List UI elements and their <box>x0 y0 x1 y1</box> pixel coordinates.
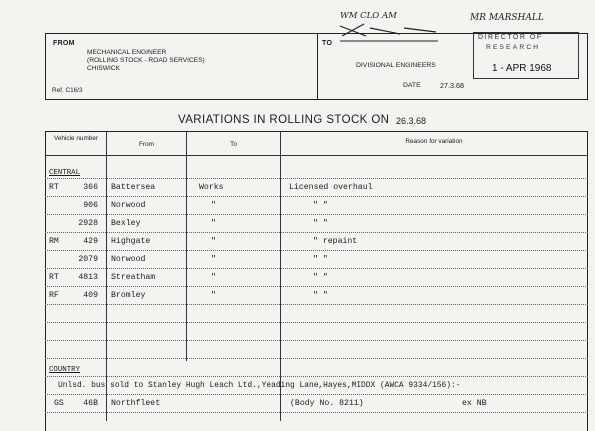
from-label: FROM <box>53 40 75 47</box>
row-to: Works <box>199 183 224 192</box>
handwritten-initials: WM CLO AM <box>340 11 397 21</box>
column-header-vehicle: Vehicle number <box>53 135 99 142</box>
row-reason: " " <box>313 273 328 282</box>
vehicle-number: 4813 <box>78 273 98 282</box>
document-title: VARIATIONS IN ROLLING STOCK ON <box>178 114 390 126</box>
row-rule <box>45 304 588 305</box>
row-rule <box>45 286 588 287</box>
row-from: Norwood <box>111 201 146 210</box>
header-rule <box>45 155 588 156</box>
row-reason: " " <box>313 219 328 228</box>
from-line-1: MECHANICAL ENGINEER <box>87 49 167 56</box>
column-divider <box>280 131 281 421</box>
document-title-date: 26.3.68 <box>396 116 427 126</box>
column-header-to: To <box>230 141 237 148</box>
row-rule <box>45 322 588 323</box>
row-rule <box>45 268 588 269</box>
vehicle-number: 906 <box>83 201 98 210</box>
from-line-3: CHISWICK <box>87 65 120 72</box>
row-from: Streatham <box>111 273 156 282</box>
row-rule <box>45 358 588 359</box>
vehicle-prefix: RM <box>49 237 59 246</box>
row-extra: ex NB <box>462 399 487 408</box>
row-to: " <box>211 273 216 282</box>
column-divider <box>186 131 187 361</box>
from-line-2: (ROLLING STOCK - ROAD SERVICES) <box>87 57 205 64</box>
vehicle-prefix: RT <box>49 183 59 192</box>
from-address <box>87 49 205 73</box>
row-rule <box>45 214 588 215</box>
row-reason: Licensed overhaul <box>289 183 373 192</box>
row-rule <box>45 340 588 341</box>
row-from: Bexley <box>111 219 141 228</box>
row-reason: " " <box>313 291 328 300</box>
column-header-reason: Reason for variation <box>405 138 463 145</box>
row-rule <box>45 250 588 251</box>
row-reason: (Body No. 8211) <box>290 399 364 408</box>
row-from: Norwood <box>111 255 146 264</box>
vehicle-prefix: GS <box>54 399 64 408</box>
row-reason: " repaint <box>313 237 358 246</box>
row-from: Battersea <box>111 183 156 192</box>
row-to: " <box>211 255 216 264</box>
row-reason: " " <box>313 255 328 264</box>
row-rule <box>45 232 588 233</box>
column-divider <box>106 131 107 421</box>
to-label: TO <box>322 40 333 47</box>
row-reason: " " <box>313 201 328 210</box>
row-from: Northfleet <box>111 399 161 408</box>
row-rule <box>45 376 588 377</box>
vehicle-number: 2928 <box>78 219 98 228</box>
to-recipient: DIVISIONAL ENGINEERS <box>356 62 436 69</box>
row-from: Bromley <box>111 291 146 300</box>
row-to: " <box>211 291 216 300</box>
vehicle-number: 2079 <box>78 255 98 264</box>
row-rule <box>45 412 588 413</box>
header-divider <box>317 33 318 100</box>
row-rule <box>45 394 588 395</box>
row-rule <box>45 178 588 179</box>
row-from: Highgate <box>111 237 151 246</box>
date-label: DATE <box>403 82 421 89</box>
handwritten-recipient: MR MARSHALL <box>470 13 544 23</box>
date-value: 27.3.68 <box>440 81 464 90</box>
row-to: " <box>211 237 216 246</box>
stamp-line-1: DIRECTOR OF <box>478 34 543 41</box>
vehicle-prefix: RT <box>49 273 59 282</box>
vehicle-number: 429 <box>83 237 98 246</box>
stamp-date: 1 - APR 1968 <box>492 63 552 74</box>
vehicle-number: 366 <box>83 183 98 192</box>
vehicle-prefix: RF <box>49 291 59 300</box>
vehicle-number: 409 <box>83 291 98 300</box>
section-label-central: CENTRAL <box>49 169 81 177</box>
row-rule <box>45 196 588 197</box>
row-to: " <box>211 219 216 228</box>
country-sale-note: Unlsd. bus sold to Stanley Hugh Leach Ltd.,Yeading Lane,Hayes,MIDDX (AWCA 9334/156):- <box>58 381 461 390</box>
column-header-from: From <box>139 141 154 148</box>
section-label-country: COUNTRY <box>49 366 81 374</box>
row-to: " <box>211 201 216 210</box>
vehicle-number: 46B <box>83 399 98 408</box>
reference-number: Ref. C16/3 <box>52 87 83 94</box>
stamp-line-2: RESEARCH <box>486 44 541 51</box>
